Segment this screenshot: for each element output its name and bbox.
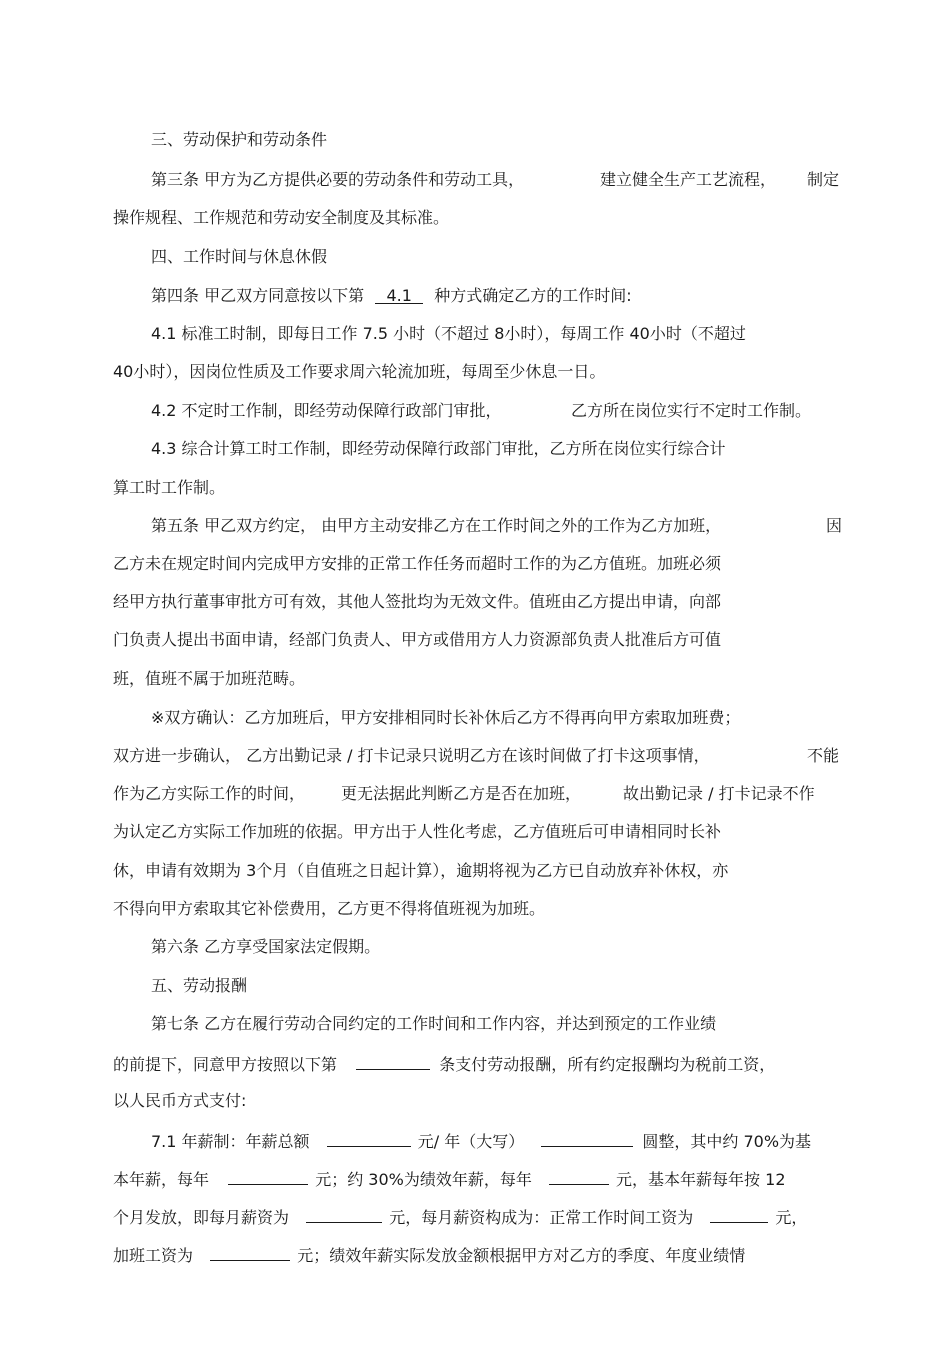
option-4-1-line-1: 4.1 标准工时制，即每日工作 7.5 小时（不超过 8小时），每周工作 40小时（不超过 (151, 324, 746, 343)
article-5-line-4: 门负责人提出书面申请，经部门负责人、甲方或借用方人力资源部负责人批准后方可值 (113, 630, 722, 649)
article-4-text-a: 第四条 甲乙双方同意按以下第 (151, 286, 365, 305)
article-5-line-2: 乙方未在规定时间内完成甲方安排的正常工作任务而超时工作的为乙方值班。加班必须 (113, 554, 722, 573)
payment-clause-field[interactable] (356, 1052, 430, 1070)
article-3-line-1b: 建立健全生产工艺流程， (600, 170, 777, 189)
article-5-line-1a: 第五条 甲乙双方约定， 由甲方主动安排乙方在工作时间之外的工作为乙方加班， (151, 516, 722, 535)
confirm-line-5: 休，申请有效期为 3个月（自值班之日起计算），逾期将视为乙方已自动放弃补休权，亦 (113, 861, 729, 880)
base-salary-field[interactable] (228, 1167, 308, 1185)
option-4-3-line-1: 4.3 综合计算工时工作制，即经劳动保障行政部门审批，乙方所在岗位实行综合计 (151, 439, 726, 458)
article-7-line-3: 以人民币方式支付: (113, 1091, 247, 1110)
confirm-line-4: 为认定乙方实际工作加班的依据。甲方出于人性化考虑，乙方值班后可申请相同时长补 (113, 822, 722, 841)
salary-line-2 (113, 1167, 786, 1190)
salary-text-2c: 元，基本年薪每年按 12 (616, 1170, 786, 1189)
annual-salary-field[interactable] (327, 1129, 411, 1147)
salary-text-3c: 元， (775, 1208, 808, 1227)
article-4-line-1 (151, 286, 632, 306)
option-4-1-line-2: 40小时），因岗位性质及工作要求周六轮流加班，每周至少休息一日。 (113, 362, 606, 381)
section-heading-3: 三、劳动保护和劳动条件 (151, 130, 328, 149)
option-4-2-a: 4.2 不定时工作制，即经劳动保障行政部门审批， (151, 401, 502, 420)
article-6-line-1: 第六条 乙方享受国家法定假期。 (151, 937, 381, 956)
salary-text-2b: 元；约 30%为绩效年薪，每年 (315, 1170, 532, 1189)
article-3-line-1a: 第三条 甲方为乙方提供必要的劳动条件和劳动工具， (151, 170, 525, 189)
salary-text-4b: 元；绩效年薪实际发放金额根据甲方对乙方的季度、年度业绩情 (297, 1246, 746, 1265)
article-7-text-a: 的前提下，同意甲方按照以下第 (113, 1055, 338, 1074)
salary-text-4a: 加班工资为 (113, 1246, 194, 1265)
article-7-line-1: 第七条 乙方在履行劳动合同约定的工作时间和工作内容，并达到预定的工作业绩 (151, 1014, 717, 1033)
confirm-line-3c: 故出勤记录 / 打卡记录不作 (623, 784, 815, 803)
article-4-text-b: 种方式确定乙方的工作时间: (434, 286, 632, 305)
salary-text-1b: 元/ 年（大写） (417, 1132, 525, 1151)
salary-text-2a: 本年薪，每年 (113, 1170, 210, 1189)
salary-text-1a: 7.1 年薪制：年薪总额 (151, 1132, 310, 1151)
salary-text-3a: 个月发放，即每月薪资为 (113, 1208, 290, 1227)
confirm-line-6: 不得向甲方索取其它补偿费用，乙方更不得将值班视为加班。 (113, 899, 546, 918)
performance-salary-field[interactable] (549, 1167, 609, 1185)
section-heading-5: 五、劳动报酬 (151, 976, 248, 995)
confirm-line-2b: 不能 (807, 746, 840, 765)
work-time-option-field[interactable]: 4.1 (375, 286, 423, 304)
article-5-line-5: 班，值班不属于加班范畴。 (113, 669, 306, 688)
overtime-pay-field[interactable] (210, 1243, 290, 1261)
salary-line-4 (113, 1243, 745, 1266)
salary-line-1 (151, 1129, 811, 1152)
option-4-2-b: 乙方所在岗位实行不定时工作制。 (571, 401, 812, 420)
annual-salary-uppercase-field[interactable] (541, 1129, 633, 1147)
salary-text-3b: 元，每月薪资构成为：正常工作时间工资为 (389, 1208, 694, 1227)
regular-hours-pay-field[interactable] (710, 1205, 768, 1223)
article-3-line-1c: 制定 (807, 170, 840, 189)
option-4-3-line-2: 算工时工作制。 (113, 478, 226, 497)
confirm-line-2a: 双方进一步确认， 乙方出勤记录 / 打卡记录只说明乙方在该时间做了打卡这项事情， (113, 746, 710, 765)
article-3-line-2: 操作规程、工作规范和劳动安全制度及其标准。 (113, 208, 450, 227)
article-5-line-3: 经甲方执行董事审批方可有效，其他人签批均为无效文件。值班由乙方提出申请，向部 (113, 592, 722, 611)
article-5-line-1b: 因 (826, 516, 843, 535)
article-7-text-b: 条支付劳动报酬，所有约定报酬均为税前工资， (439, 1055, 776, 1074)
article-7-line-2 (113, 1052, 775, 1075)
monthly-salary-field[interactable] (306, 1205, 382, 1223)
confirm-line-1: ※双方确认：乙方加班后，甲方安排相同时长补休后乙方不得再向甲方索取加班费； (151, 708, 741, 727)
section-heading-4: 四、工作时间与休息休假 (151, 247, 328, 266)
salary-line-3 (113, 1205, 807, 1228)
salary-text-1c: 圆整，其中约 70%为基 (642, 1132, 812, 1151)
confirm-line-3a: 作为乙方实际工作的时间， (113, 784, 306, 803)
confirm-line-3b: 更无法据此判断乙方是否在加班， (341, 784, 582, 803)
